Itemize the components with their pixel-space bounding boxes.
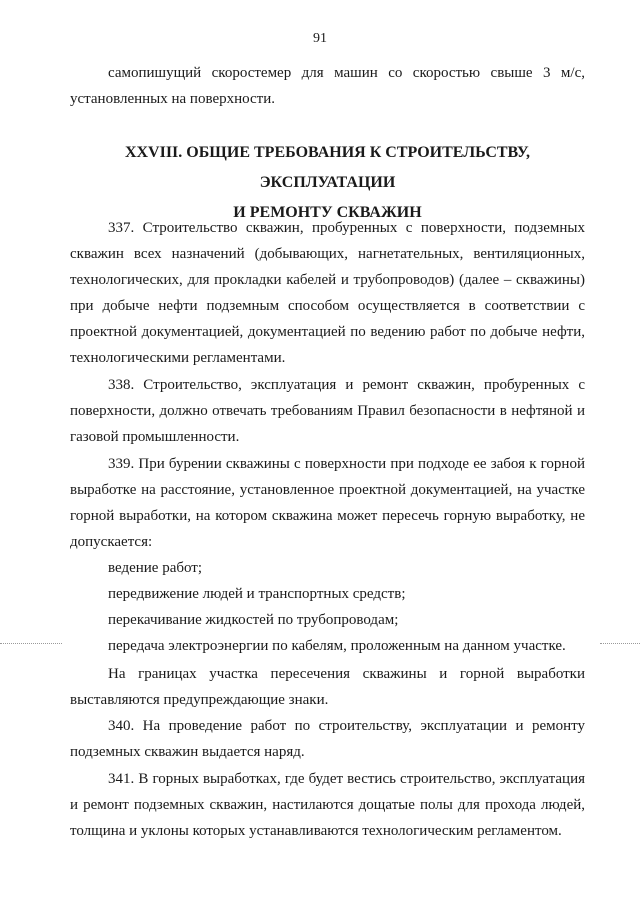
- text-line: выработке на расстояние, установленное проектной документацией, на участке: [70, 482, 585, 498]
- text-line: проектной документацией, документацией по ведению работ по добыче нефти,: [70, 324, 585, 340]
- paragraph-341: [70, 766, 585, 844]
- text-line: технологических, для прокладки кабелей и трубопроводов) (далее – скважины): [70, 272, 585, 288]
- section-title-line: XXVIII. ОБЩИЕ ТРЕБОВАНИЯ К СТРОИТЕЛЬСТВУ, ЭКСПЛУАТАЦИИ: [124, 144, 531, 191]
- list-item: перекачивание жидкостей по трубопроводам;: [108, 612, 399, 628]
- text-line: и ремонт подземных скважин, настилаются дощатые полы для прохода людей,: [70, 797, 585, 813]
- text-line: 341. В горных выработках, где будет вестись строительство, эксплуатация: [108, 771, 585, 787]
- text-line: 337. Строительство скважин, пробуренных с поверхности, подземных: [108, 220, 585, 236]
- list-item: передача электроэнергии по кабелям, проложенным на данном участке.: [108, 638, 566, 654]
- intro-paragraph: [70, 60, 585, 112]
- text-line: На границах участка пересечения скважины и горной выработки: [108, 666, 585, 682]
- paragraph-340: [70, 713, 585, 765]
- text-line: горной выработки, на котором скважина может пересечь горную выработку, не: [70, 508, 585, 524]
- text-line: технологическими регламентами.: [70, 350, 286, 366]
- paragraph-boundaries: [70, 661, 585, 713]
- text-line: самопишущий скоростемер для машин со скоростью свыше 3 м/с,: [108, 65, 585, 81]
- text-line: 339. При бурении скважины с поверхности при подходе ее забоя к горной: [108, 456, 585, 472]
- scan-artifact-left: [0, 643, 62, 645]
- paragraph-338: [70, 372, 585, 450]
- text-line: поверхности, должно отвечать требованиям Правил безопасности в нефтяной и: [70, 403, 585, 419]
- text-line: скважин всех назначений (добывающих, нагнетательных, вентиляционных,: [70, 246, 585, 262]
- list-item: передвижение людей и транспортных средств;: [108, 586, 406, 602]
- text-line: подземных скважин выдается наряд.: [70, 744, 305, 760]
- text-line: газовой промышленности.: [70, 429, 240, 445]
- paragraph-339: [70, 451, 585, 659]
- text-line: допускается:: [70, 534, 153, 550]
- scan-artifact-right: [600, 643, 640, 645]
- text-line: 338. Строительство, эксплуатация и ремонт скважин, пробуренных с: [108, 377, 585, 393]
- page-number: 91: [313, 31, 327, 46]
- text-line: толщина и уклоны которых устанавливаются технологическим регламентом.: [70, 823, 562, 839]
- text-line: выставляются предупреждающие знаки.: [70, 692, 329, 708]
- section-title-line: И РЕМОНТУ СКВАЖИН: [233, 204, 422, 221]
- text-line: при добыче нефти подземным способом осуществляется в соответствии с: [70, 298, 585, 314]
- paragraph-337: [70, 215, 585, 371]
- text-line: установленных на поверхности.: [70, 91, 275, 107]
- list-item: ведение работ;: [108, 560, 203, 576]
- text-line: 340. На проведение работ по строительству, эксплуатации и ремонту: [108, 718, 585, 734]
